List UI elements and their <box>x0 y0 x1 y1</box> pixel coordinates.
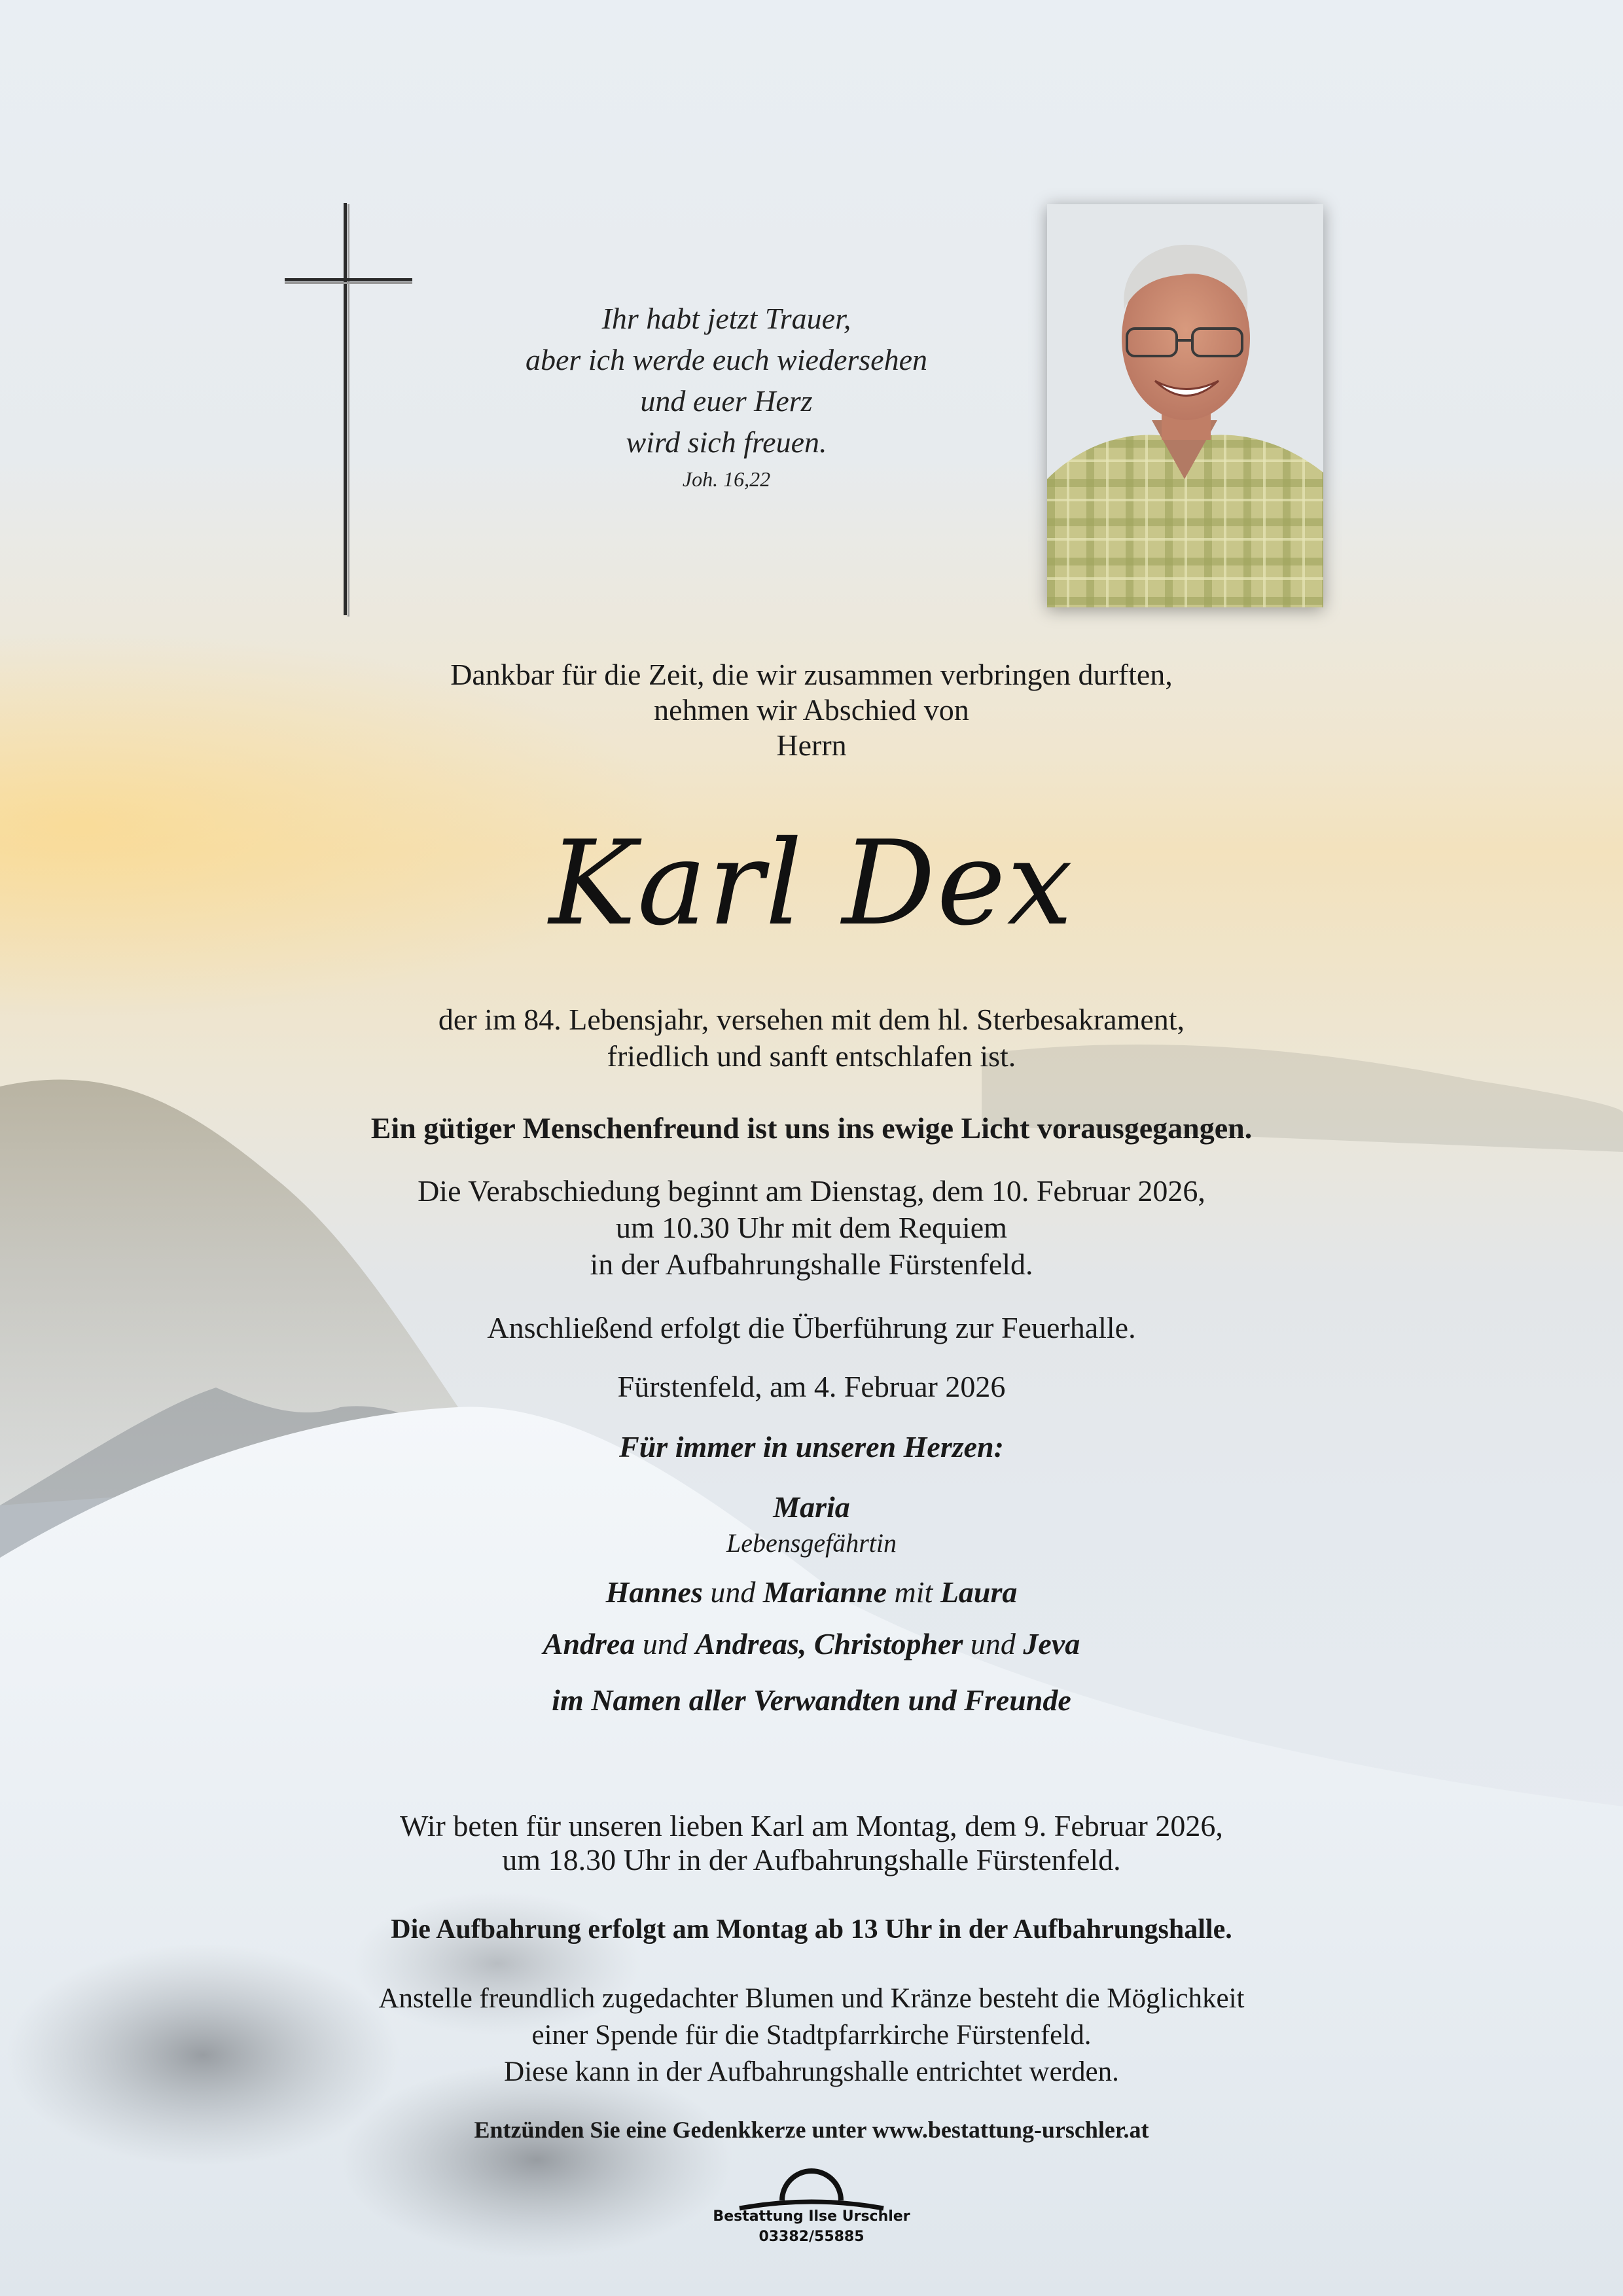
prayer-line: um 18.30 Uhr in der Aufbahrungshalle Fürstenfeld. <box>502 1843 1121 1876</box>
cross-icon <box>268 203 419 622</box>
verse-line: Ihr habt jetzt Trauer, <box>601 302 851 335</box>
verse-line: und euer Herz <box>640 384 813 418</box>
transfer-line: Anschließend erfolgt die Überführung zur Feuerhalle. <box>487 1311 1136 1344</box>
farewell-line: Die Verabschiedung beginnt am Dienstag, dem 10. Februar 2026, <box>418 1174 1205 1208</box>
prayer-line: Wir beten für unseren lieben Karl am Montag, dem 9. Februar 2026, <box>400 1809 1223 1842</box>
verse-line: wird sich freuen. <box>626 425 827 459</box>
intro-line: Dankbar für die Zeit, die wir zusammen verbringen durften, <box>450 658 1173 691</box>
viewing-line: Die Aufbahrung erfolgt am Montag ab 13 Uhr in der Aufbahrungshalle. <box>391 1914 1232 1945</box>
donation-line: einer Spende für die Stadtpfarrkirche Fürstenfeld. <box>531 2020 1092 2051</box>
donation-details <box>0 1981 1623 2090</box>
partner-name: Maria <box>773 1490 850 1524</box>
farewell-line: in der Aufbahrungshalle Fürstenfeld. <box>590 1247 1033 1281</box>
prayer-details <box>0 1808 1623 1878</box>
mourner-name: Andreas, Christopher <box>695 1627 963 1660</box>
details-line: der im 84. Lebensjahr, versehen mit dem hl. Sterbesakrament, <box>438 1003 1185 1036</box>
verse-reference: Joh. 16,22 <box>682 467 771 491</box>
partner-role: Lebensgefährtin <box>726 1528 897 1558</box>
company-name: Bestattung Ilse Urschler <box>713 2208 910 2225</box>
mourner-name: Marianne <box>762 1575 887 1609</box>
intro-text <box>0 656 1623 764</box>
mourner-name: Jeva <box>1023 1627 1080 1660</box>
mourner-name: Andrea <box>543 1627 635 1660</box>
candle-link[interactable]: Entzünden Sie eine Gedenkkerze unter www.bestattung-urschler.at <box>474 2117 1149 2143</box>
deceased-details <box>0 1001 1623 1075</box>
donation-line: Diese kann in der Aufbahrungshalle entrichtet werden. <box>504 2056 1119 2087</box>
deceased-name: Karl Dex <box>548 816 1075 951</box>
verse-line: aber ich werde euch wiedersehen <box>526 343 927 376</box>
farewell-line: um 10.30 Uhr mit dem Requiem <box>616 1211 1007 1244</box>
intro-line: Herrn <box>776 728 847 762</box>
mourner-name: Laura <box>940 1575 1018 1609</box>
mourner-name: Hannes <box>605 1575 703 1609</box>
details-line: friedlich und sanft entschlafen ist. <box>607 1039 1016 1073</box>
farewell-details <box>0 1173 1623 1283</box>
mourners-row <box>0 1574 1623 1611</box>
mourners-row: im Namen aller Verwandten und Freunde <box>552 1683 1071 1717</box>
intro-line: nehmen wir Abschied von <box>654 693 969 726</box>
mourner-conjunction: und <box>635 1627 696 1660</box>
mourners-row <box>0 1626 1623 1662</box>
mourner-conjunction: und <box>963 1627 1024 1660</box>
donation-line: Anstelle freundlich zugedachter Blumen und Kränze besteht die Möglichkeit <box>378 1983 1245 2014</box>
place-date: Fürstenfeld, am 4. Februar 2026 <box>617 1370 1006 1403</box>
mourner-conjunction: mit <box>887 1575 940 1609</box>
bible-verse <box>458 298 995 495</box>
mourners-heading: Für immer in unseren Herzen: <box>619 1430 1004 1463</box>
company-phone: 03382/55885 <box>758 2229 865 2245</box>
portrait-photo <box>1047 204 1323 607</box>
mourner-conjunction: und <box>702 1575 763 1609</box>
tribute-line: Ein gütiger Menschenfreund ist uns ins ewige Licht vorausgegangen. <box>370 1111 1253 1145</box>
